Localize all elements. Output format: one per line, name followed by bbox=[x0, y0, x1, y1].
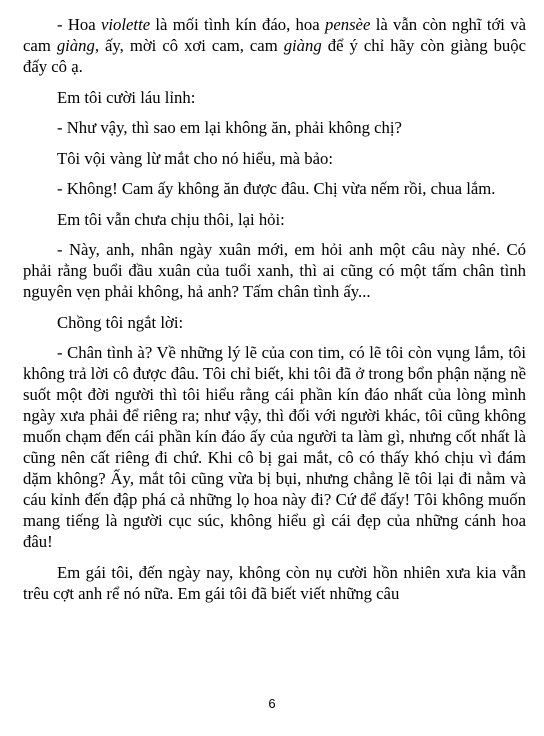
paragraph bbox=[23, 312, 526, 333]
paragraph-text: Em tôi vẫn chưa chịu thôi, lại hỏi: bbox=[57, 209, 285, 229]
body-text bbox=[23, 14, 526, 604]
italic-text: giàng bbox=[283, 36, 322, 55]
paragraph bbox=[23, 209, 526, 230]
italic-text: violette bbox=[101, 15, 151, 34]
paragraph bbox=[23, 87, 526, 108]
paragraph-text: là vẫn còn nghĩ tới và cam bbox=[23, 15, 527, 55]
paragraph bbox=[23, 117, 526, 138]
paragraph bbox=[23, 14, 526, 77]
paragraph-text: Chồng tôi ngắt lời: bbox=[57, 312, 184, 332]
paragraph bbox=[23, 148, 526, 169]
page-number: 6 bbox=[268, 696, 276, 711]
paragraph-text: - Hoa bbox=[57, 15, 101, 34]
paragraph-text: là mối tình kín đáo, hoa bbox=[150, 15, 325, 34]
paragraph-text: - Không! Cam ấy không ăn được đâu. Chị vừa nếm rồi, chua lắm. bbox=[57, 179, 496, 198]
paragraph-text: Tôi vội vàng lừ mắt cho nó hiểu, mà bảo: bbox=[57, 148, 333, 168]
paragraph bbox=[23, 562, 526, 604]
paragraph-text: - Chân tình à? Về những lý lẽ của con tim, có lẽ tôi còn vụng lắm, tôi không trả lời cô được đâu. Tôi chỉ biết, khi tôi đã ở trong bổn phận nặng nề suốt một đời người thì tôi hiểu rằng cái phần kín đáo nhất của lòng mình ngày xưa phải để riêng ra; như vậy, thì đối với người khác, tôi cũng không muốn chạm đến cái phần kín đáo ấy của người ta làm gì, nhưng cốt nhất là cũng nên cất riêng đi chứ. Khi cô bị gai mắt, cô có thấy khó chịu vì đám dặm không? Ấy, mắt tôi cũng vừa bị bụi, nhưng chẳng lẽ tôi lại đi nằm và cáu kỉnh đến đập phá cả những lọ hoa này đi? Cứ để đấy! Tôi không muốn mang tiếng là người cục súc, không hiểu gì cái đẹp của những cánh hoa đâu! bbox=[23, 343, 526, 551]
paragraph bbox=[23, 342, 526, 552]
paragraph bbox=[23, 178, 526, 199]
paragraph-text: , ấy, mời cô xơi cam, cam bbox=[94, 36, 284, 55]
paragraph-text: - Như vậy, thì sao em lại không ăn, phải không chị? bbox=[57, 118, 402, 137]
italic-text: pensèe bbox=[324, 15, 371, 34]
paragraph-text: để ý chỉ hãy còn giàng buộc đấy cô ạ. bbox=[23, 36, 527, 76]
paragraph bbox=[23, 239, 526, 302]
paragraph-text: Em gái tôi, đến ngày nay, không còn nụ cười hồn nhiên xưa kia vẫn trêu cợt anh rể nó nữa. Em gái tôi đã biết viết những câu bbox=[23, 562, 526, 603]
paragraph-text: Em tôi cười láu lỉnh: bbox=[57, 87, 196, 107]
document-page bbox=[23, 14, 526, 613]
italic-text: giàng bbox=[56, 36, 95, 55]
paragraph-text: - Này, anh, nhân ngày xuân mới, em hỏi anh một câu này nhé. Có phải rằng buổi đầu xuân của tuổi xanh, thì ai cũng có một tấm chân tình nguyên vẹn phải không, hả anh? Tấm chân tình ấy... bbox=[23, 240, 526, 301]
